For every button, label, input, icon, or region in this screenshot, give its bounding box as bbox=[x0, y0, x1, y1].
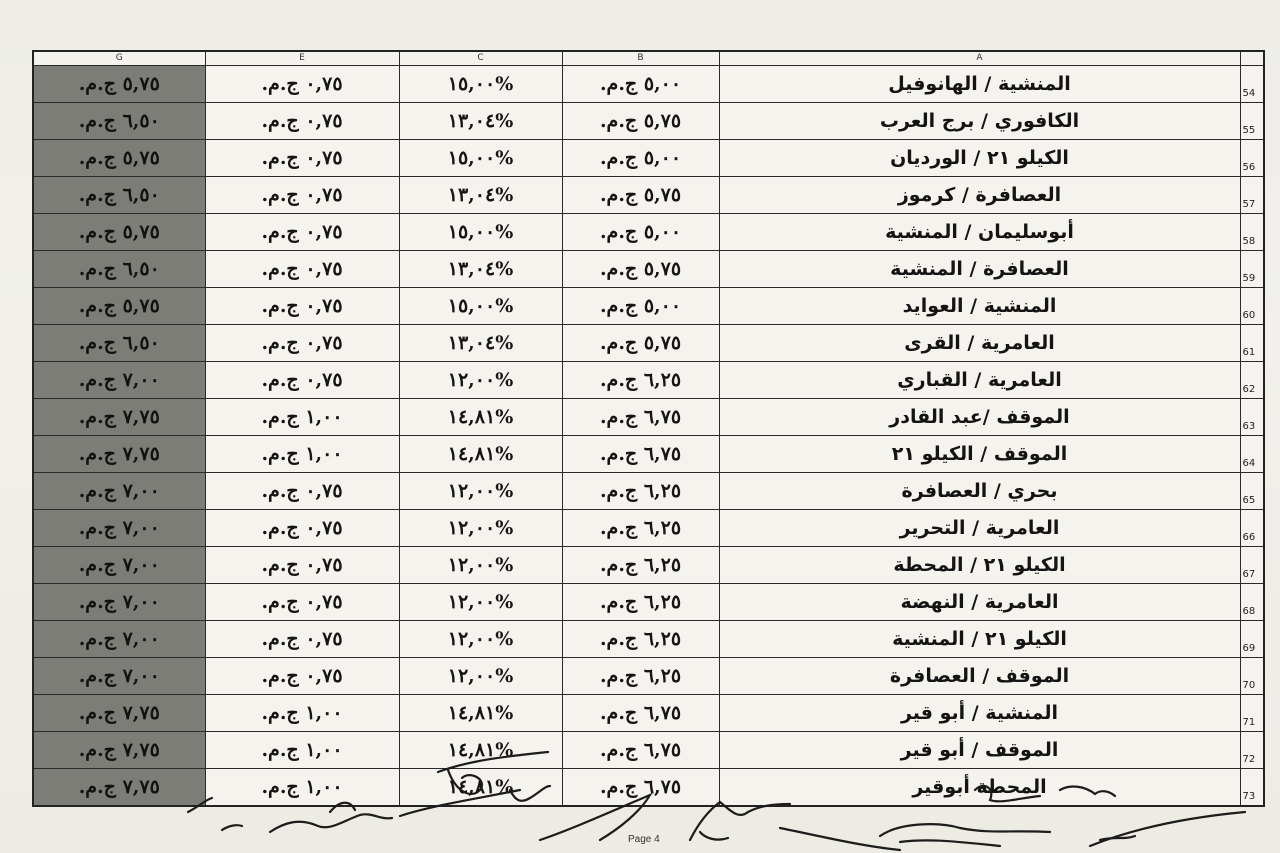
row-number-cell-text: 55 bbox=[1242, 125, 1256, 136]
increase-amount-cell-text: ٠,٧٥ ج.م. bbox=[261, 221, 343, 243]
row-number-cell-text: 65 bbox=[1242, 495, 1256, 506]
current-fare-cell-text: ٦,٢٥ ج.م. bbox=[599, 517, 682, 539]
increase-amount-cell-text: ٠,٧٥ ج.م. bbox=[261, 480, 343, 502]
current-fare-cell-text: ٦,٧٥ ج.م. bbox=[599, 702, 682, 724]
increase-amount-cell-text: ٠,٧٥ ج.م. bbox=[261, 258, 343, 280]
increase-percent-cell-text: %١٢,٠٠ bbox=[447, 480, 514, 502]
current-fare-cell-text: ٥,٧٥ ج.م. bbox=[599, 110, 682, 132]
current-fare-cell-text: ٦,٧٥ ج.م. bbox=[599, 739, 682, 761]
current-fare-cell-text: ٦,٢٥ ج.م. bbox=[599, 628, 682, 650]
increase-amount-cell-text: ٠,٧٥ ج.م. bbox=[261, 295, 343, 317]
row-number-cell-text: 62 bbox=[1242, 384, 1256, 395]
row-number-cell-text: 59 bbox=[1242, 273, 1256, 284]
row-number-cell-text: 64 bbox=[1242, 458, 1256, 469]
total-fare-cell-text: ٥,٧٥ ج.م. bbox=[78, 147, 160, 169]
current-fare-cell-text: ٦,٧٥ ج.م. bbox=[599, 776, 682, 798]
increase-percent-cell-text: %١٤,٨١ bbox=[447, 776, 514, 798]
total-fare-cell-text: ٧,٧٥ ج.م. bbox=[78, 739, 160, 761]
increase-percent-cell-text: %١٢,٠٠ bbox=[447, 369, 514, 391]
increase-amount-cell-text: ٠,٧٥ ج.م. bbox=[261, 554, 343, 576]
current-fare-cell-text: ٦,٧٥ ج.م. bbox=[599, 406, 682, 428]
row-number-cell-text: 71 bbox=[1242, 717, 1256, 728]
increase-percent-cell-text: %١٤,٨١ bbox=[447, 406, 514, 428]
route-name-cell-text: الكيلو ٢١ / المنشية bbox=[892, 628, 1067, 650]
total-fare-cell-text: ٧,٠٠ ج.م. bbox=[78, 628, 160, 650]
route-name-cell-text: الكيلو ٢١ / المحطة bbox=[893, 554, 1066, 576]
row-number-cell-text: 63 bbox=[1242, 421, 1256, 432]
increase-percent-cell-text: %١٣,٠٤ bbox=[447, 110, 514, 132]
total-fare-cell-text: ٥,٧٥ ج.م. bbox=[78, 295, 160, 317]
total-fare-cell-text: ٧,٠٠ ج.م. bbox=[78, 480, 160, 502]
increase-amount-cell-text: ٠,٧٥ ج.م. bbox=[261, 628, 343, 650]
increase-percent-cell-text: %١٢,٠٠ bbox=[447, 591, 514, 613]
route-name-cell-text: الكيلو ٢١ / الورديان bbox=[890, 147, 1069, 169]
route-name-cell-text: المنشية / أبو قير bbox=[900, 702, 1059, 724]
increase-percent-cell-text: %١٥,٠٠ bbox=[447, 221, 514, 243]
row-number-cell-text: 72 bbox=[1242, 754, 1256, 765]
total-fare-cell-text: ٦,٥٠ ج.م. bbox=[78, 258, 160, 280]
current-fare-cell-text: ٥,٧٥ ج.م. bbox=[599, 184, 682, 206]
row-number-cell-text: 66 bbox=[1242, 532, 1256, 543]
total-fare-cell-text: ٦,٥٠ ج.م. bbox=[78, 110, 160, 132]
increase-percent-cell-text: %١٥,٠٠ bbox=[447, 147, 514, 169]
increase-amount-cell-text: ٠,٧٥ ج.م. bbox=[261, 665, 343, 687]
total-fare-cell-text: ٧,٠٠ ج.م. bbox=[78, 665, 160, 687]
total-fare-cell-text: ٥,٧٥ ج.م. bbox=[78, 73, 160, 95]
increase-amount-cell-text: ٠,٧٥ ج.م. bbox=[261, 591, 343, 613]
current-fare-cell-text: ٦,٢٥ ج.م. bbox=[599, 480, 682, 502]
current-fare-cell-text: ٥,٠٠ ج.م. bbox=[599, 73, 682, 95]
increase-amount-cell-text: ٠,٧٥ ج.م. bbox=[261, 110, 343, 132]
route-name-cell-text: العامرية / النهضة bbox=[900, 591, 1059, 613]
increase-percent-cell-text: %١٣,٠٤ bbox=[447, 332, 514, 354]
row-number-cell-text: 70 bbox=[1242, 680, 1256, 691]
increase-percent-cell-text: %١٤,٨١ bbox=[447, 702, 514, 724]
column-header-a: A bbox=[719, 51, 1240, 66]
route-name-cell-text: أبوسليمان / المنشية bbox=[885, 221, 1074, 243]
total-fare-cell-text: ٦,٥٠ ج.م. bbox=[78, 332, 160, 354]
row-number-cell-text: 54 bbox=[1242, 88, 1256, 99]
route-name-cell-text: بحري / العصافرة bbox=[901, 480, 1058, 502]
increase-amount-cell-text: ٠,٧٥ ج.م. bbox=[261, 517, 343, 539]
row-number-cell-text: 61 bbox=[1242, 347, 1256, 358]
total-fare-cell-text: ٧,٠٠ ج.م. bbox=[78, 517, 160, 539]
route-name-cell-text: العامرية / التحرير bbox=[899, 517, 1060, 539]
increase-percent-cell-text: %١٣,٠٤ bbox=[447, 258, 514, 280]
current-fare-cell-text: ٥,٠٠ ج.م. bbox=[599, 221, 682, 243]
route-name-cell-text: العامرية / القرى bbox=[904, 332, 1055, 354]
column-header-b: B bbox=[562, 51, 719, 66]
current-fare-cell-text: ٦,٢٥ ج.م. bbox=[599, 554, 682, 576]
increase-percent-cell-text: %١٤,٨١ bbox=[447, 443, 514, 465]
current-fare-cell-text: ٦,٧٥ ج.م. bbox=[599, 443, 682, 465]
route-name-cell-text: المحطة أبوقير bbox=[912, 776, 1047, 798]
increase-percent-cell-text: %١٢,٠٠ bbox=[447, 554, 514, 576]
increase-amount-cell-text: ١,٠٠ ج.م. bbox=[261, 702, 343, 724]
current-fare-cell-text: ٦,٢٥ ج.م. bbox=[599, 369, 682, 391]
total-fare-cell-text: ٧,٧٥ ج.م. bbox=[78, 443, 160, 465]
total-fare-cell-text: ٧,٠٠ ج.م. bbox=[78, 554, 160, 576]
increase-amount-cell-text: ١,٠٠ ج.م. bbox=[261, 739, 343, 761]
row-number-cell-text: 58 bbox=[1242, 236, 1256, 247]
row-number-cell-text: 57 bbox=[1242, 199, 1256, 210]
current-fare-cell-text: ٥,٧٥ ج.م. bbox=[599, 332, 682, 354]
route-name-cell-text: الموقف /عبد القادر bbox=[889, 406, 1070, 428]
total-fare-cell-text: ٧,٠٠ ج.م. bbox=[78, 591, 160, 613]
row-number-cell-text: 69 bbox=[1242, 643, 1256, 654]
total-fare-cell-text: ٦,٥٠ ج.م. bbox=[78, 184, 160, 206]
current-fare-cell-text: ٦,٢٥ ج.م. bbox=[599, 591, 682, 613]
column-header-e: E bbox=[205, 51, 399, 66]
row-number-cell-text: 67 bbox=[1242, 569, 1256, 580]
total-fare-cell-text: ٧,٧٥ ج.م. bbox=[78, 406, 160, 428]
current-fare-cell-text: ٥,٠٠ ج.م. bbox=[599, 295, 682, 317]
total-fare-cell-text: ٧,٧٥ ج.م. bbox=[78, 776, 160, 798]
increase-amount-cell-text: ٠,٧٥ ج.م. bbox=[261, 332, 343, 354]
total-fare-cell-text: ٥,٧٥ ج.م. bbox=[78, 221, 160, 243]
route-name-cell-text: المنشية / العوايد bbox=[902, 295, 1057, 317]
total-fare-cell-text: ٧,٧٥ ج.م. bbox=[78, 702, 160, 724]
route-name-cell-text: الكافوري / برج العرب bbox=[879, 110, 1080, 132]
increase-amount-cell-text: ١,٠٠ ج.م. bbox=[261, 776, 343, 798]
route-name-cell-text: المنشية / الهانوفيل bbox=[888, 73, 1071, 95]
increase-percent-cell-text: %١٣,٠٤ bbox=[447, 184, 514, 206]
row-number-cell-text: 56 bbox=[1242, 162, 1256, 173]
page-label: Page 4 bbox=[628, 834, 660, 845]
row-number-cell-text: 60 bbox=[1242, 310, 1256, 321]
current-fare-cell-text: ٥,٠٠ ج.م. bbox=[599, 147, 682, 169]
route-name-cell-text: العامرية / القباري bbox=[897, 369, 1062, 391]
increase-amount-cell-text: ٠,٧٥ ج.م. bbox=[261, 73, 343, 95]
total-fare-cell-text: ٧,٠٠ ج.م. bbox=[78, 369, 160, 391]
increase-percent-cell-text: %١٢,٠٠ bbox=[447, 628, 514, 650]
increase-amount-cell-text: ٠,٧٥ ج.م. bbox=[261, 147, 343, 169]
increase-amount-cell-text: ٠,٧٥ ج.م. bbox=[261, 184, 343, 206]
column-header-g: G bbox=[33, 51, 205, 66]
current-fare-cell-text: ٦,٢٥ ج.م. bbox=[599, 665, 682, 687]
route-name-cell-text: الموقف / أبو قير bbox=[900, 739, 1059, 761]
increase-amount-cell-text: ١,٠٠ ج.م. bbox=[261, 443, 343, 465]
increase-percent-cell-text: %١٢,٠٠ bbox=[447, 665, 514, 687]
route-name-cell-text: الموقف / العصافرة bbox=[889, 665, 1070, 687]
increase-percent-cell-text: %١٥,٠٠ bbox=[447, 73, 514, 95]
increase-percent-cell-text: %١٢,٠٠ bbox=[447, 517, 514, 539]
increase-percent-cell-text: %١٤,٨١ bbox=[447, 739, 514, 761]
current-fare-cell-text: ٥,٧٥ ج.م. bbox=[599, 258, 682, 280]
increase-amount-cell-text: ٠,٧٥ ج.م. bbox=[261, 369, 343, 391]
row-number-cell-text: 73 bbox=[1242, 791, 1256, 802]
increase-amount-cell-text: ١,٠٠ ج.م. bbox=[261, 406, 343, 428]
route-name-cell-text: العصافرة / المنشية bbox=[890, 258, 1069, 280]
route-name-cell-text: الموقف / الكيلو ٢١ bbox=[891, 443, 1068, 465]
column-header-c: C bbox=[399, 51, 562, 66]
route-name-cell-text: العصافرة / كرموز bbox=[897, 184, 1062, 206]
increase-percent-cell-text: %١٥,٠٠ bbox=[447, 295, 514, 317]
row-number-cell-text: 68 bbox=[1242, 606, 1256, 617]
